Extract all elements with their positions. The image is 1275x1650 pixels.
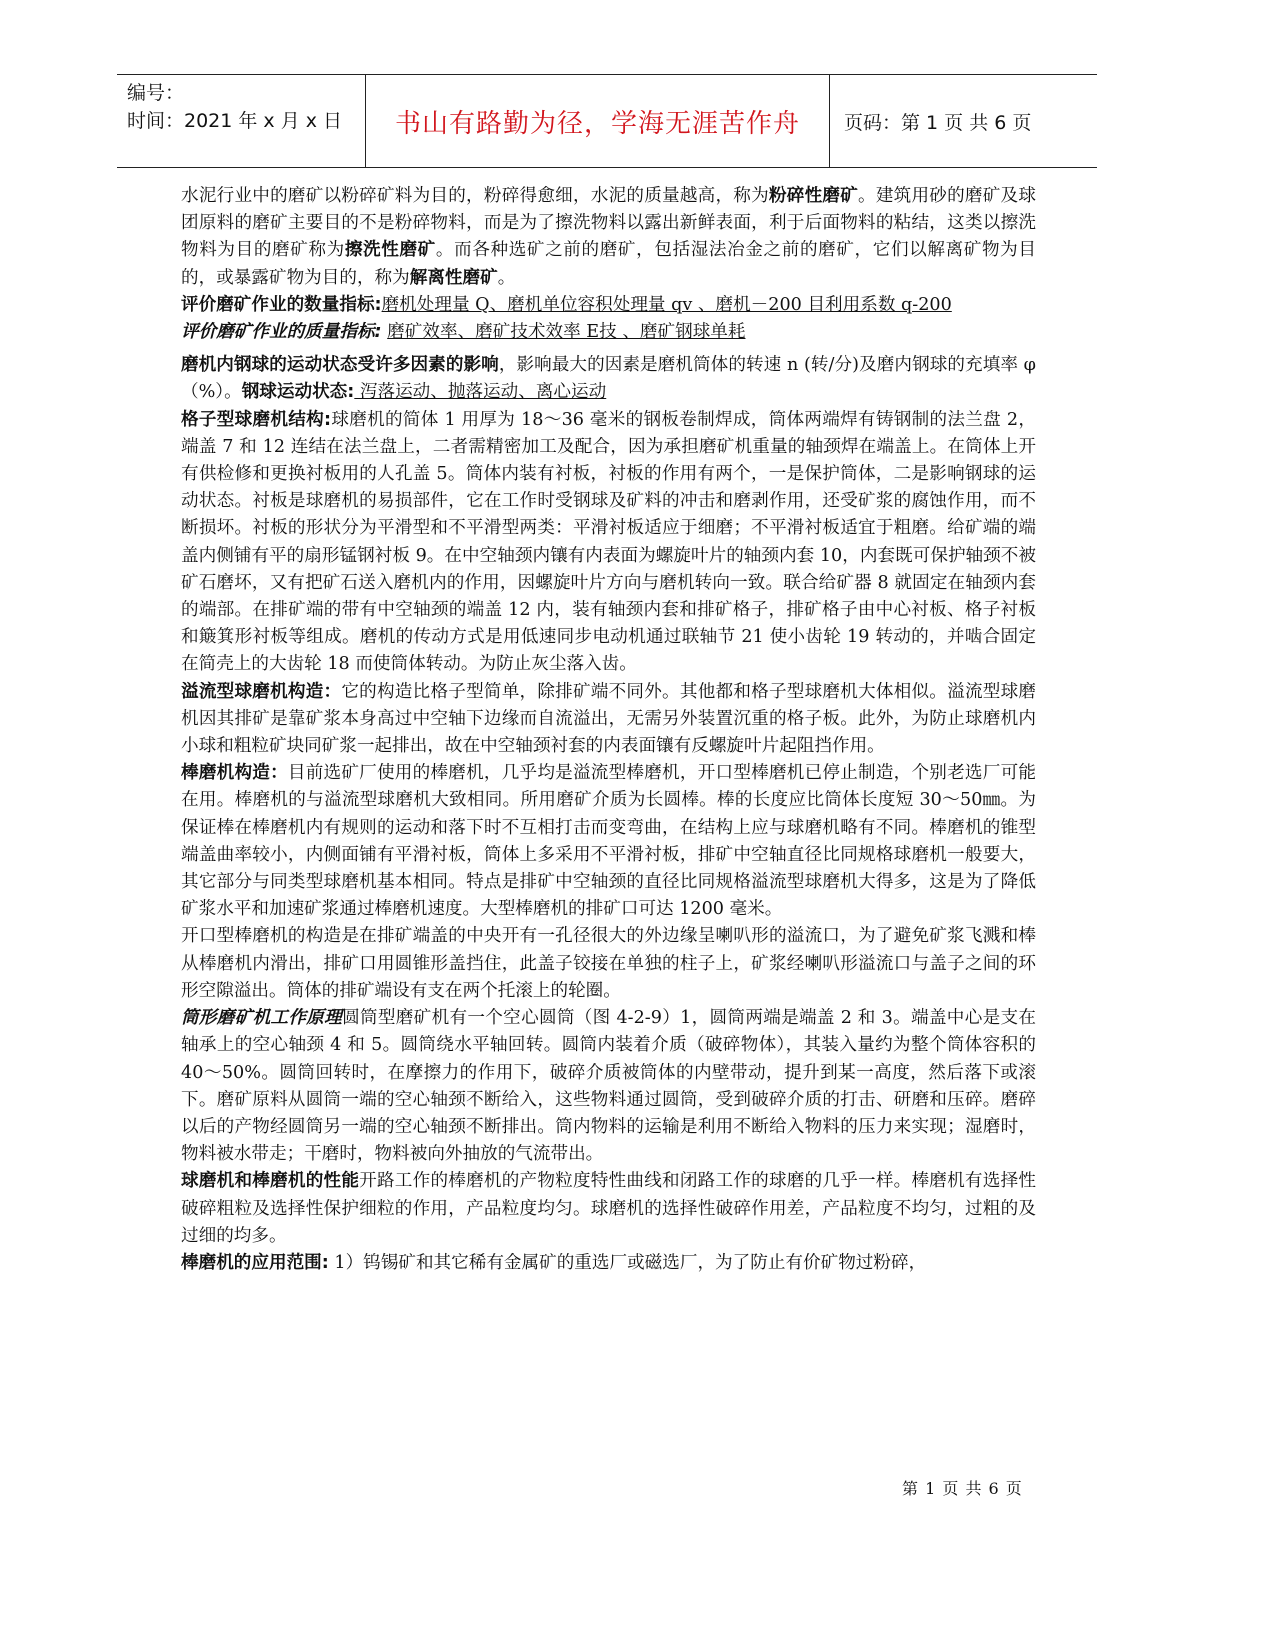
term-liberation-grinding: 解离性磨矿 — [409, 267, 498, 288]
header-page-number: 页码：第 1 页 共 6 页 — [844, 111, 1032, 134]
document-header — [117, 74, 1097, 168]
paragraph-overflow-mill — [181, 679, 1036, 761]
text-run: 。建筑用砂的磨矿及球团原料的磨矿主要目的不是粉碎物料，而是为了擦洗物料以露出新鲜表面，利于后面物料的粘结，这类以擦洗物料为目的磨矿称为 — [181, 186, 1036, 261]
text-run: ，影响最大的因素是磨机筒体的转速 n (转/分)及磨内钢球的充填率 φ（%）。 — [181, 355, 1036, 403]
paragraph-quantity-index — [181, 292, 1036, 319]
document-number-label: 编号： — [127, 82, 185, 104]
text-run: 1）钨锡矿和其它稀有金属矿的重选厂或磁选厂，为了防止有价矿物过粉碎， — [328, 1252, 927, 1273]
term-scrubbing-grinding: 擦洗性磨矿 — [344, 240, 436, 261]
paragraph-open-rod-mill — [181, 923, 1036, 1005]
paragraph-ball-motion — [181, 352, 1036, 406]
term-crushing-grinding: 粉碎性磨矿 — [768, 186, 859, 206]
paragraph-rod-mill-applications — [181, 1250, 1036, 1277]
text-run: 开口型棒磨机的构造是在排矿端盖的中央开有一孔径很大的外边缘呈喇叭形的溢流口，为了避免矿浆飞溅和棒从棒磨机内滑出，排矿口用圆锥形盖挡住，此盖子铰接在单独的柱子上，矿浆经喇叭形溢流口与盖子之间的环形空隙溢出。筒体的排矿端设有支在两个托滚上的轮圈。 — [181, 926, 1036, 1001]
grate-mill-heading: 格子型球磨机结构: — [181, 409, 332, 430]
quality-index-value: 磨矿效率、磨矿技术效率 E技 、磨矿钢球单耗 — [387, 322, 746, 343]
rod-mill-heading: 棒磨机构造： — [181, 763, 288, 784]
document-time: 时间：2021 年 x 月 x 日 — [127, 110, 343, 132]
ball-motion-state-label: 钢球运动状态: — [241, 382, 355, 403]
header-motto: 书山有路勤为径，学海无涯苦作舟 — [394, 108, 800, 139]
document-body — [181, 183, 1036, 1277]
paragraph-quality-index — [181, 319, 1036, 346]
paragraph-working-principle — [181, 1005, 1036, 1168]
text-run: 开路工作的棒磨机的产物粒度特性曲线和闭路工作的球磨的几乎一样。棒磨机有选择性破碎粗粒及选择性保护细粒的作用，产品粒度均匀。球磨机的选择性破碎作用差，产品粒度不均匀，过粗的及过细的均多。 — [181, 1171, 1036, 1246]
ball-motion-state-value: 泻落运动、抛落运动、离心运动 — [354, 382, 607, 403]
header-motto-cell — [365, 75, 830, 167]
text-run: 。 — [497, 267, 516, 288]
text-run: 圆筒型磨矿机有一个空心圆筒（图 4-2-9）1，圆筒两端是端盖 2 和 3。端盖中心是支在轴承上的空心轴颈 4 和 5。圆筒绕水平轴回转。圆筒内装着介质（破碎物体），其装入量约为整个筒体容积的 40～50%。圆筒回转时，在摩擦力的作用下，破碎介质被筒体的内壁带动，提升到某一高度，然后落下或滚下。磨矿原料从圆筒一端的空心轴颈不断给入，这些物料通过圆筒，受到破碎介质的打击、研磨和压碎。磨碎以后的产物经圆筒另一端的空心轴颈不断排出。筒内物料的运输是利用不断给入物料的压力来实现；湿磨时，物料被水带走；干磨时，物料被向外抽放的气流带出。 — [181, 1008, 1036, 1165]
paragraph-mill-performance — [181, 1168, 1036, 1250]
mill-performance-heading: 球磨机和棒磨机的性能 — [181, 1171, 360, 1192]
quantity-index-value: 磨机处理量 Q、磨机单位容积处理量 qv 、磨机－200 目利用系数 q-200 — [381, 294, 952, 315]
ball-motion-heading: 磨机内钢球的运动状态受许多因素的影响 — [181, 355, 499, 376]
text-run: 水泥行业中的磨矿以粉碎矿料为目的，粉碎得愈细，水泥的质量越高，称为 — [181, 186, 769, 206]
text-run: 。而各种选矿之前的磨矿，包括湿法冶金之前的磨矿，它们以解离矿物为目的，或暴露矿物为目的，称为 — [181, 240, 1036, 288]
rod-mill-applications-heading: 棒磨机的应用范围: — [181, 1252, 329, 1273]
overflow-mill-heading: 溢流型球磨机构造： — [181, 681, 342, 702]
working-principle-heading: 筒形磨矿机工作原理 — [181, 1008, 343, 1029]
paragraph-grate-mill — [181, 407, 1036, 679]
text-run: 它的构造比格子型简单，除排矿端不同外。其他都和格子型球磨机大体相似。溢流型球磨机因其排矿是靠矿浆本身高过中空轴下边缘而自流溢出，无需另外装置沉重的格子板。此外，为防止球磨机内小球和粗粒矿块同矿浆一起排出，故在中空轴颈衬套的内表面镶有反螺旋叶片起阻挡作用。 — [181, 681, 1036, 757]
quality-index-label: 评价磨矿作业的质量指标: — [181, 322, 382, 343]
page-footer: 第 1 页 共 6 页 — [902, 1479, 1023, 1498]
header-left — [127, 79, 367, 135]
paragraph-rod-mill — [181, 760, 1036, 923]
text-run: 目前选矿厂使用的棒磨机，几乎均是溢流型棒磨机，开口型棒磨机已停止制造，个别老选厂可能在用。棒磨机的与溢流型球磨机大致相同。所用磨矿介质为长圆棒。棒的长度应比筒体长度短 30～50㎜。为保证棒在棒磨机内有规则的运动和落下时不互相打击而变弯曲，在结构上应与球磨机略有不同。棒磨机的锥型端盖曲率较小，内侧面铺有平滑衬板，筒体上多采用不平滑衬板，排矿中空轴直径比同规格球磨机一般要大，其它部分与同类型球磨机基本相同。特点是排矿中空轴颈的直径比同规格溢流型球磨机大得多，这是为了降低矿浆水平和加速矿浆通过棒磨机速度。大型棒磨机的排矿口可达 1200 毫米。 — [181, 763, 1036, 920]
quantity-index-label: 评价磨矿作业的数量指标: — [181, 294, 382, 315]
paragraph-grinding-types — [181, 183, 1036, 292]
text-run: 球磨机的简体 1 用厚为 18～36 毫米的钢板卷制焊成，筒体两端焊有铸钢制的法兰盘 2，端盖 7 和 12 连结在法兰盘上，二者需精密加工及配合，因为承担磨矿机重量的轴颈焊在端盖上。在筒体上开有供检修和更换衬板用的人孔盖 5。筒体内装有衬板，衬板的作用有两个，一是保护筒体，二是影响钢球的运动状态。衬板是球磨机的易损部件，它在工作时受钢球及矿料的冲击和磨剥作用，还受矿浆的腐蚀作用，而不断损坏。衬板的形状分为平滑型和不平滑型两类：平滑衬板适应于细磨；不平滑衬板适宜于粗磨。给矿端的端盖内侧铺有平的扇形锰钢衬板 9。在中空轴颈内镶有内表面为螺旋叶片的轴颈内套 10，内套既可保护轴颈不被矿石磨坏，又有把矿石送入磨机内的作用，因螺旋叶片方向与磨机转向一致。联合给矿器 8 就固定在轴颈内套的端部。在排矿端的带有中空轴颈的端盖 12 内，装有轴颈内套和排矿格子，排矿格子由中心衬板、格子衬板和簸箕形衬板等组成。磨机的传动方式是用低速同步电动机通过联轴节 21 使小齿轮 19 转动的，并啮合固定在简壳上的大齿轮 18 而使筒体转动。为防止灰尘落入齿。 — [181, 409, 1036, 675]
